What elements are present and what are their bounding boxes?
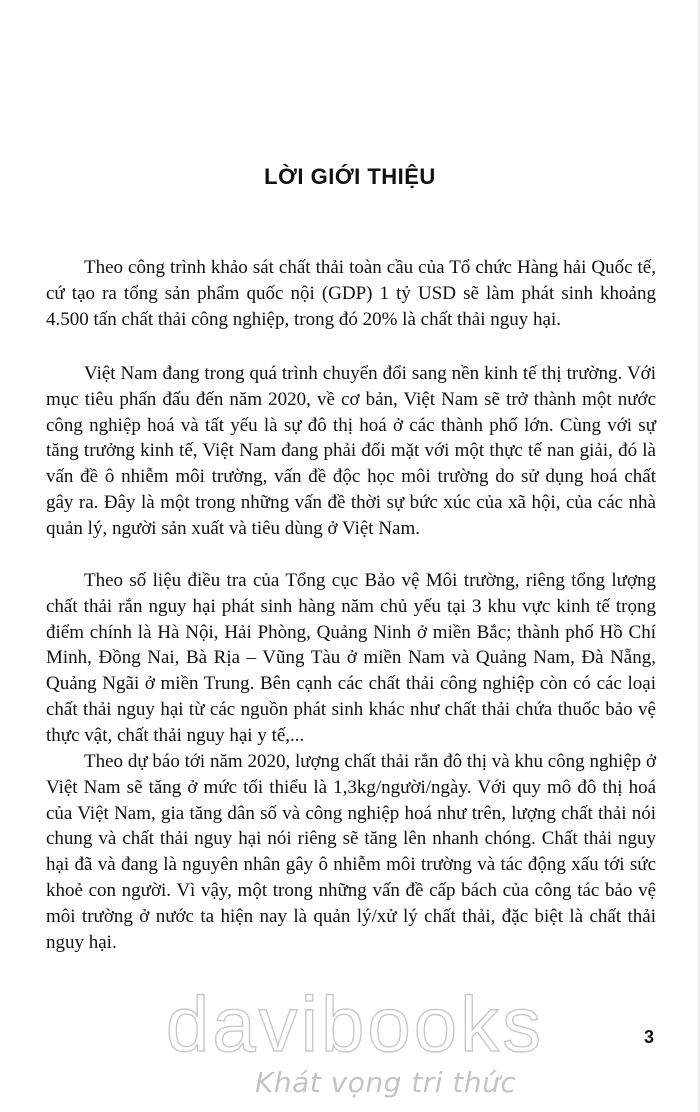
watermark-logo: davibooks [165, 980, 545, 1068]
paragraph-1: Theo công trình khảo sát chất thải toàn cầu của Tổ chức Hàng hải Quốc tế, cứ tạo ra tổng sản phẩm quốc nội (GDP) 1 tỷ USD sẽ làm phát sinh khoảng 4.500 tấn chất thải công nghiệp, trong đó 20% là chất thải nguy hại. [46, 257, 656, 330]
paragraph-2: Việt Nam đang trong quá trình chuyển đổi sang nền kinh tế thị trường. Với mục tiêu phấn đấu đến năm 2020, về cơ bản, Việt Nam sẽ trở thành một nước công nghiệp hoá và tất yếu là sự đô thị hoá ở các thành phố lớn. Cùng với sự tăng trưởng kinh tế, Việt Nam đang phải đối mặt với một thực tế nan giải, đó là vấn đề ô nhiễm môi trường, vấn đề độc học môi trường do sử dụng hoá chất gây ra. Đây là một trong những vấn đề thời sự bức xúc của xã hội, của các nhà quản lý, người sản xuất và tiêu dùng ở Việt Nam. [46, 363, 656, 539]
paragraph-4: Theo dự báo tới năm 2020, lượng chất thải rắn đô thị và khu công nghiệp ở Việt Nam sẽ tăng ở mức tối thiểu là 1,3kg/người/ngày. Với quy mô đô thị hoá của Việt Nam, gia tăng dân số và công nghiệp hoá như trên, lượng chất thải nói chung và chất thải nguy hại nói riêng sẽ tăng lên nhanh chóng. Chất thải nguy hại đã và đang là nguyên nhân gây ô nhiễm môi trường và tác động xấu tới sức khoẻ con người. Vì vậy, một trong những vấn đề cấp bách của công tác bảo vệ môi trường ở nước ta hiện nay là quản lý/xử lý chất thải, đặc biệt là chất thải nguy hại. [46, 751, 656, 953]
watermark-tagline: Khát vọng tri thức [255, 1066, 517, 1099]
page-title: LỜI GIỚI THIỆU [264, 164, 436, 189]
page-number: 3 [643, 1027, 654, 1047]
paragraph-3: Theo số liệu điều tra của Tổng cục Bảo vệ Môi trường, riêng tổng lượng chất thải rắn nguy hại phát sinh hàng năm chủ yếu tại 3 khu vực kinh tế trọng điểm chính là Hà Nội, Hải Phòng, Quảng Ninh ở miền Bắc; thành phố Hồ Chí Minh, Đồng Nai, Bà Rịa – Vũng Tàu ở miền Nam và Quảng Nam, Đà Nẵng, Quảng Ngãi ở miền Trung. Bên cạnh các chất thải công nghiệp còn có các loại chất thải nguy hại từ các nguồn phát sinh khác như chất thải chứa thuốc bảo vệ thực vật, chất thải nguy hại y tế,... [46, 570, 656, 746]
